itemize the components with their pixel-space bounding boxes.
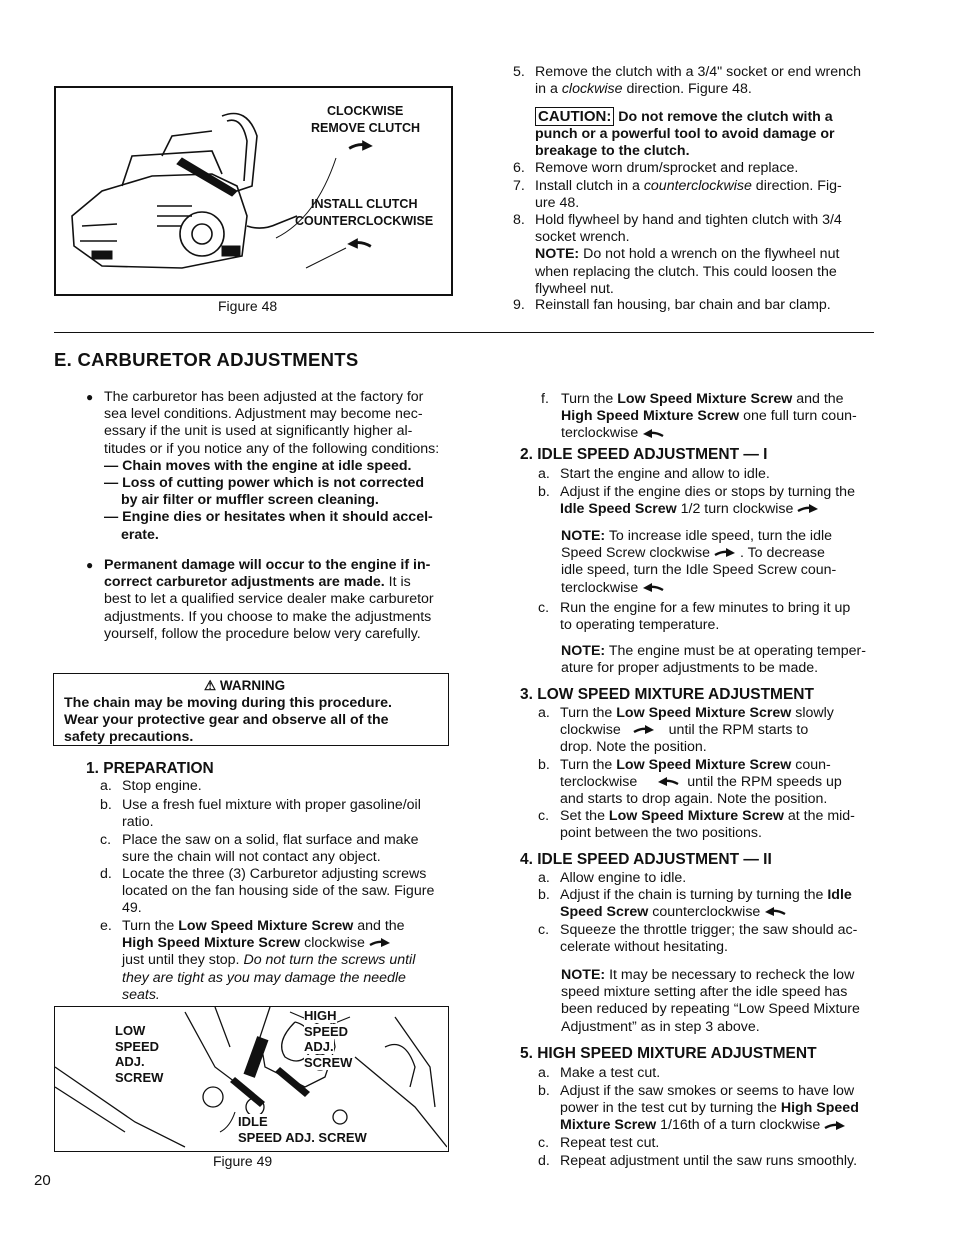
label-counterclockwise: COUNTERCLOCKWISE	[295, 214, 434, 228]
arrow-right-icon	[633, 725, 655, 735]
arrow-left-icon	[657, 777, 679, 787]
idle1-note: NOTE: To increase idle speed, turn the idle Speed Screw clockwise . To decrease idle speed, turn the Idle Speed Screw coun- terclockwise	[561, 528, 837, 596]
arrow-left-icon	[642, 429, 664, 439]
label-idle-speed-adj-screw: IDLE SPEED ADJ. SCREW	[238, 1114, 367, 1145]
label-install-clutch: INSTALL CLUTCH	[311, 197, 418, 211]
label-high-speed-adj-screw: HIGH SPEED ADJ. SCREW	[304, 1008, 353, 1070]
preparation-heading: 1. PREPARATION	[86, 760, 214, 777]
caution-badge: CAUTION:	[535, 107, 614, 126]
arrow-right-icon	[797, 504, 819, 514]
figure-48-caption: Figure 48	[218, 298, 278, 314]
arrow-left-icon	[346, 238, 372, 250]
label-low-speed-adj-screw: LOW SPEED ADJ. SCREW	[115, 1023, 164, 1085]
intro-paragraph: The carburetor has been adjusted at the factory for sea level conditions. Adjustment may become nec- essary if the unit is used at significantly higher al- titudes or if you notice any of the following conditions: — Chain moves with the engine at idle speed. — Loss of cutting power which is not corrected by air filter or muffler screen cleaning. — Engine dies or hesitates when it should accel- erate.	[104, 389, 440, 543]
low-speed-mixture-heading: 3. LOW SPEED MIXTURE ADJUSTMENT	[520, 686, 814, 703]
warning-heading: ⚠ WARNING	[204, 678, 286, 693]
warning-box	[53, 673, 449, 746]
high-speed-mixture-heading: 5. HIGH SPEED MIXTURE ADJUSTMENT	[520, 1045, 817, 1062]
idle-speed-adjustment-2-heading: 4. IDLE SPEED ADJUSTMENT — II	[520, 851, 772, 868]
idle1-note-2: NOTE: The engine must be at operating temper- ature for proper adjustments to be made.	[561, 643, 866, 677]
arrow-right-icon	[824, 1121, 846, 1131]
caution-block: CAUTION: Do not remove the clutch with a punch or a powerful tool to avoid damage or breakage to the clutch.	[535, 108, 835, 160]
bullet-icon: ●	[86, 558, 94, 572]
warning-text: The chain may be moving during this procedure. Wear your protective gear and observe all of the safety precautions.	[64, 695, 392, 746]
arrow-left-icon	[764, 907, 786, 917]
arrow-left-icon	[642, 583, 664, 593]
idle-speed-adjustment-1-heading: 2. IDLE SPEED ADJUSTMENT — I	[520, 446, 768, 463]
figure-49-caption: Figure 49	[213, 1153, 273, 1169]
figure-49	[54, 1006, 449, 1152]
label-clockwise: CLOCKWISE	[327, 104, 404, 118]
label-remove-clutch: REMOVE CLUTCH	[311, 121, 421, 135]
section-divider	[54, 332, 874, 333]
page-number: 20	[34, 1172, 51, 1189]
arrow-right-icon	[348, 140, 374, 152]
bullet-icon: ●	[86, 390, 94, 404]
section-title: E. CARBURETOR ADJUSTMENTS	[54, 349, 359, 370]
arrow-right-icon	[714, 548, 736, 558]
damage-paragraph: Permanent damage will occur to the engine if in- correct carburetor adjustments are made. It is best to let a qualified service dealer make carburetor adjustments. If you choose to make the adjustments yourself, follow the procedure below very carefully.	[104, 557, 434, 642]
warning-icon: ⚠	[204, 678, 217, 693]
idle2-note: NOTE: It may be necessary to recheck the low speed mixture setting after the idle speed has been reduced by repeating “Low Speed Mixture Adjustment” as in step 3 above.	[561, 967, 860, 1035]
figure-48	[54, 86, 453, 296]
arrow-right-icon	[369, 938, 391, 948]
